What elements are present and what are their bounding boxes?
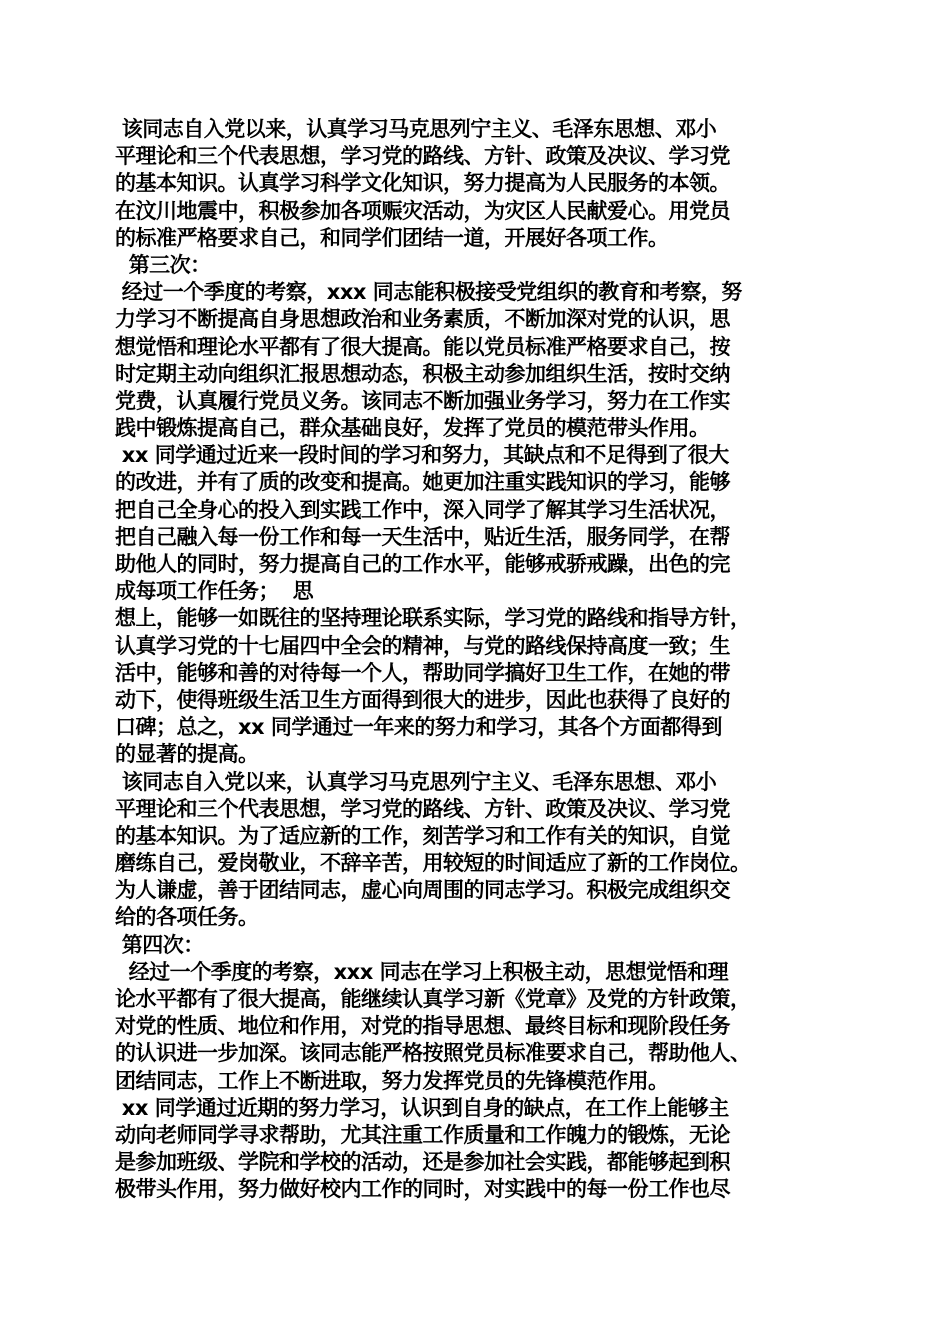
text-line: 的标准严格要求自己，和同学们团结一道，开展好各项工作。 — [115, 225, 669, 250]
text-line: 党费，认真履行党员义务。该同志不断加强业务学习，努力在工作实 — [115, 388, 730, 413]
text-line: 平理论和三个代表思想，学习党的路线、方针、政策及决议、学习党 — [115, 144, 730, 169]
text-line: 活中，能够和善的对待每一个人，帮助同学搞好卫生工作，在她的带 — [115, 660, 730, 685]
text-line: 磨练自己，爱岗敬业，不辞辛苦，用较短的时间适应了新的工作岗位。 — [115, 851, 751, 876]
text-line: 认真学习党的十七届四中全会的精神，与党的路线保持高度一致；生 — [115, 633, 730, 658]
text-line: 的认识进一步加深。该同志能严格按照党员标准要求自己，帮助他人、 — [115, 1041, 751, 1066]
text-line: 动下，使得班级生活卫生方面得到很大的进步，因此也获得了良好的 — [115, 687, 730, 712]
text-line: 该同志自入党以来，认真学习马克思列宁主义、毛泽东思想、邓小 — [115, 117, 717, 141]
text-line: 的基本知识。认真学习科学文化知识，努力提高为人民服务的本领。 — [115, 171, 730, 196]
text-line: 团结同志，工作上不断进取，努力发挥党员的先锋模范作用。 — [115, 1068, 669, 1093]
text-line: 为人谦虚，善于团结同志，虚心向周围的同志学习。积极完成组织交 — [115, 878, 730, 903]
text-line: 的显著的提高。 — [115, 742, 259, 767]
text-line: 给的各项任务。 — [115, 905, 259, 930]
text-line: 论水平都有了很大提高，能继续认真学习新《党章》及党的方针政策， — [115, 987, 751, 1011]
text-line: 在汶川地震中，积极参加各项赈灾活动，为灾区人民献爱心。用党员 — [115, 198, 730, 223]
text-line: xx 同学通过近来一段时间的学习和努力，其缺点和不足得到了很大 — [115, 443, 729, 468]
text-line: 时定期主动向组织汇报思想动态，积极主动参加组织生活，按时交纳 — [115, 361, 730, 386]
text-line: 的改进，并有了质的改变和提高。她更加注重实践知识的学习，能够 — [115, 470, 730, 495]
text-line: 动向老师同学寻求帮助，尤其注重工作质量和工作魄力的锻炼，无论 — [115, 1122, 730, 1147]
text-line: xx 同学通过近期的努力学习，认识到自身的缺点，在工作上能够主 — [115, 1095, 729, 1120]
text-line: 助他人的同时，努力提高自己的工作水平，能够戒骄戒躁，出色的完 — [115, 552, 730, 576]
text-line: 把自己融入每一份工作和每一天生活中，贴近生活，服务同学，在帮 — [115, 524, 730, 549]
text-line: 第四次： — [115, 932, 204, 957]
text-line: 极带头作用，努力做好校内工作的同时，对实践中的每一份工作也尽 — [115, 1177, 730, 1202]
text-line: 该同志自入党以来，认真学习马克思列宁主义、毛泽东思想、邓小 — [115, 769, 717, 794]
text-line: 第三次： — [115, 252, 211, 277]
text-line: 是参加班级、学院和学校的活动，还是参加社会实践，都能够起到积 — [115, 1150, 730, 1175]
text-line: 的基本知识。为了适应新的工作，刻苦学习和工作有关的知识，自觉 — [115, 823, 730, 848]
text-line: 把自己全身心的投入到实践工作中，深入同学了解其学习生活状况， — [115, 497, 730, 522]
text-line: 想觉悟和理论水平都有了很大提高。能以党员标准严格要求自己，按 — [115, 334, 730, 359]
text-line: 经过一个季度的考察，xxx 同志在学习上积极主动，思想觉悟和理 — [115, 959, 729, 984]
text-line: 经过一个季度的考察，xxx 同志能积极接受党组织的教育和考察，努 — [115, 280, 742, 305]
text-line: 践中锻炼提高自己，群众基础良好，发挥了党员的模范带头作用。 — [115, 416, 710, 441]
text-line: 成每项工作任务； 思 — [115, 579, 314, 604]
text-line: 力学习不断提高自身思想政治和业务素质，不断加深对党的认识，思 — [115, 307, 730, 332]
document-body — [115, 116, 850, 1204]
text-line: 口碑；总之，xx 同学通过一年来的努力和学习，其各个方面都得到 — [115, 715, 722, 740]
text-line: 对党的性质、地位和作用，对党的指导思想、最终目标和现阶段任务 — [115, 1014, 730, 1039]
text-line: 平理论和三个代表思想，学习党的路线、方针、政策及决议、学习党 — [115, 796, 730, 821]
text-line: 想上，能够一如既往的坚持理论联系实际，学习党的路线和指导方针， — [115, 606, 751, 631]
